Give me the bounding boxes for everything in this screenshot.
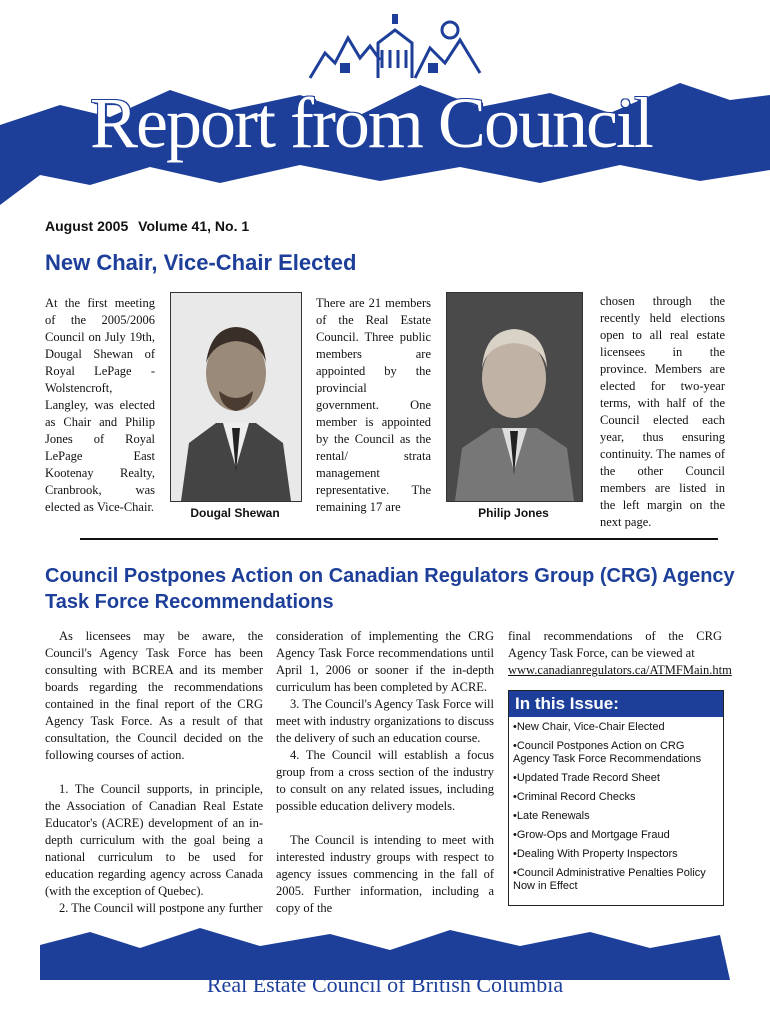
article2-col1 — [45, 628, 263, 917]
list-item: •Grow-Ops and Mortgage Fraud — [513, 829, 670, 841]
issue-date: August 2005 — [45, 218, 129, 234]
list-item: •Dealing With Property Inspectors — [513, 848, 678, 860]
issue-info — [45, 218, 255, 234]
list-item: •Criminal Record Checks — [513, 791, 636, 803]
issue-volume: Volume 41, No. 1 — [138, 218, 250, 234]
article2-col2 — [276, 628, 494, 917]
in-this-issue-heading: In this Issue: — [509, 691, 723, 717]
article2-col2-p4: The Council is intending to meet with interested industry groups with respect to agency issues commencing in the fall of 2005. Further information, including a copy of the — [276, 833, 494, 915]
article1-col1: At the first meeting of the 2005/2006 Council on July 19th, Dougal Shewan of Royal LePage - Wolstencroft, Langley, was elected as Chair and Philip Jones of Royal LePage East Kootenay Realty, Cranbrook, was elected as Vice-Chair. — [45, 296, 155, 514]
article2-col2-p2: 3. The Council's Agency Task Force will meet with industry organizations to discuss the delivery of such an education course. — [276, 697, 494, 745]
article2-col3-p1: final recommendations of the CRG Agency Task Force, can be viewed at — [508, 629, 722, 660]
article1-col3: chosen through the recently held elections open to all real estate licensees in the province. Members are elected for two-year terms, with half of the Council elected each year, thus ensuring continuity. The names of the other Council members are listed in the left margin on the next page. — [600, 294, 725, 529]
article2-col2-p3: 4. The Council will establish a focus group from a cross section of the industry to consult on any related issues, including possible education delivery models. — [276, 748, 494, 813]
article1-col2: There are 21 members of the Real Estate Council. Three public members are appointed by the provincial government. One member is appointed by the Council as the rental/ strata management representative. The remaining 17 are — [316, 296, 431, 514]
list-item: •New Chair, Vice-Chair Elected — [513, 721, 665, 733]
list-item: •Council Administrative Penalties Policy Now in Effect — [513, 867, 706, 892]
photo2-caption: Philip Jones — [478, 506, 549, 520]
in-this-issue-list — [509, 721, 723, 893]
list-item: •Updated Trade Record Sheet — [513, 772, 660, 784]
article2-heading: Council Postpones Action on Canadian Regulators Group (CRG) Agency Task Force Recommendations — [45, 565, 735, 613]
article2-col1-p3: 2. The Council will postpone any further — [59, 901, 263, 915]
newsletter-title: Report from Council — [90, 83, 652, 163]
article2-col1-p1: As licensees may be aware, the Council's Agency Task Force has been consulting with BCREA and its member boards regarding the recommendations contained in the final report of the CRG Agency Task Force. As a result of that consultation, the Council decided on the following courses of action. — [45, 629, 263, 762]
photo1-caption: Dougal Shewan — [190, 506, 280, 520]
article2-col1-p2: 1. The Council supports, in principle, the Association of Canadian Real Estate Educator's (ACRE) development of an in-depth curriculum with the goal being a national curriculum to be used for education regarding agency across Canada (with the exception of Quebec). — [45, 782, 263, 898]
in-this-issue-box — [508, 690, 724, 906]
list-item: •Council Postpones Action on CRG Agency Task Force Recommendations — [513, 740, 702, 765]
photo-dougal-shewan — [170, 292, 302, 502]
photo-philip-jones — [446, 292, 583, 502]
mountain-band-bottom — [0, 920, 770, 980]
article2-col3 — [508, 628, 732, 679]
list-item: •Late Renewals — [513, 810, 590, 822]
crg-link[interactable]: www.canadianregulators.ca/ATMFMain.htm — [508, 663, 732, 677]
footer-org-name: Real Estate Council of British Columbia — [206, 972, 564, 997]
article1-heading: New Chair, Vice-Chair Elected — [45, 250, 357, 275]
article2-col2-p1: consideration of implementing the CRG Agency Task Force recommendations until April 1, 2006 or sooner if the in-depth curriculum has been completed by ACRE. — [276, 629, 494, 694]
section-divider — [80, 538, 718, 540]
